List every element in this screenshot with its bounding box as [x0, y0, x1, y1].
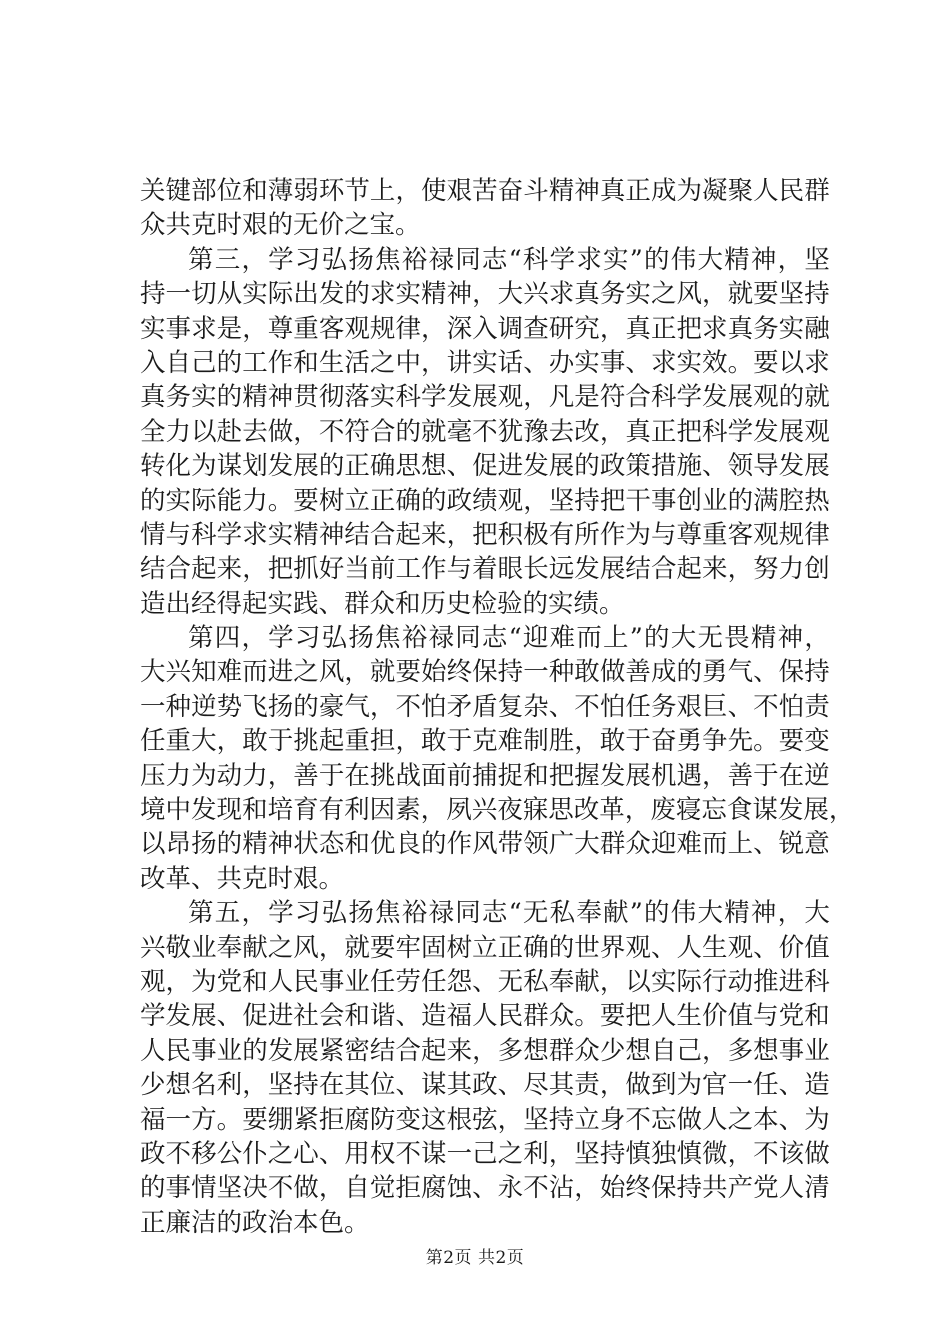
text-line: 实 事 求 是 ， 尊 重 客 观 规 律 ， 深 入 调 查 研 究 ， 真 正 把 求 真 务 实 融: [140, 313, 830, 344]
text-line: 众共克时艰的无价之宝。: [140, 210, 421, 241]
text-line: 的 实 际 能 力 。 要 树 立 正 确 的 政 绩 观 ， 坚 持 把 干 事 创 业 的 满 腔 热: [140, 485, 830, 516]
text-line: 人 民 事 业 的 发 展 紧 密 结 合 起 来 ， 多 想 群 众 少 想 自 己 ， 多 想 事 业: [140, 1035, 830, 1066]
text-line: 全 力 以 赴 去 做 ， 不 符 合 的 就 毫 不 犹 豫 去 改 ， 真 正 把 科 学 发 展 观: [140, 416, 830, 447]
text-line: 正廉洁的政治本色。: [140, 1207, 370, 1238]
text-line: 境 中 发 现 和 培 育 有 利 因 素 ， 夙 兴 夜 寐 思 改 革 ， 废 寝 忘 食 谋 发 展 ，: [140, 795, 855, 826]
text-line: 结 合 起 来 ， 把 抓 好 当 前 工 作 与 着 眼 长 远 发 展 结 合 起 来 ， 努 力 创: [140, 554, 830, 585]
paragraph-start-line: 第 四 ， 学 习 弘 扬 焦 裕 禄 同 志 “ 迎 难 而 上 ” 的 大 无 畏 精 神 ，: [188, 623, 830, 654]
text-line: 一 种 逆 势 飞 扬 的 豪 气 ， 不 怕 矛 盾 复 杂 、 不 怕 任 务 艰 巨 、 不 怕 责: [140, 691, 830, 722]
text-line: 入 自 己 的 工 作 和 生 活 之 中 ， 讲 实 话 、 办 实 事 、 求 实 效 。 要 以 求: [140, 347, 830, 378]
text-line: 政 不 移 公 仆 之 心 、 用 权 不 谋 一 己 之 利 ， 坚 持 慎 独 慎 微 ， 不 该 做: [140, 1138, 830, 1169]
document-body: [140, 174, 855, 1240]
text-line: 造出经得起实践、群众和历史检验的实绩。: [140, 588, 625, 619]
text-line: 转 化 为 谋 划 发 展 的 正 确 思 想 、 促 进 发 展 的 政 策 措 施 、 领 导 发 展: [140, 451, 830, 482]
text-line: 的 事 情 坚 决 不 做 ， 自 觉 拒 腐 蚀 、 永 不 沾 ， 始 终 保 持 共 产 党 人 清: [140, 1173, 830, 1204]
text-line: 少 想 名 利 ， 坚 持 在 其 位 、 谋 其 政 、 尽 其 责 ， 做 到 为 官 一 任 、 造: [140, 1070, 830, 1101]
text-line: 大 兴 知 难 而 进 之 风 ， 就 要 始 终 保 持 一 种 敢 做 善 成 的 勇 气 、 保 持: [140, 657, 830, 688]
text-line: 持 一 切 从 实 际 出 发 的 求 实 精 神 ， 大 兴 求 真 务 实 之 风 ， 就 要 坚 持: [140, 279, 830, 310]
text-line: 任 重 大 ， 敢 于 挑 起 重 担 ， 敢 于 克 难 制 胜 ， 敢 于 奋 勇 争 先 。 要 变: [140, 726, 830, 757]
text-line: 压 力 为 动 力 ， 善 于 在 挑 战 面 前 捕 捉 和 把 握 发 展 机 遇 ， 善 于 在 逆: [140, 760, 830, 791]
text-line: 学 发 展 、 促 进 社 会 和 谐 、 造 福 人 民 群 众 。 要 把 人 生 价 值 与 党 和: [140, 1001, 830, 1032]
text-line: 关 键 部 位 和 薄 弱 环 节 上 ， 使 艰 苦 奋 斗 精 神 真 正 成 为 凝 聚 人 民 群: [140, 176, 830, 206]
text-line: 情 与 科 学 求 实 精 神 结 合 起 来 ， 把 积 极 有 所 作 为 与 尊 重 客 观 规 律: [140, 519, 830, 550]
text-line: 真 务 实 的 精 神 贯 彻 落 实 科 学 发 展 观 ， 凡 是 符 合 科 学 发 展 观 的 就: [140, 382, 830, 413]
text-line: 福 一 方 。 要 绷 紧 拒 腐 防 变 这 根 弦 ， 坚 持 立 身 不 忘 做 人 之 本 、 为: [140, 1104, 830, 1135]
text-line: 观 ， 为 党 和 人 民 事 业 任 劳 任 怨 、 无 私 奉 献 ， 以 实 际 行 动 推 进 科: [140, 966, 830, 997]
paragraph-start-line: 第 三 ， 学 习 弘 扬 焦 裕 禄 同 志 “ 科 学 求 实 ” 的 伟 大 精 神 ， 坚: [188, 244, 830, 275]
text-line: 改革、共克时艰。: [140, 863, 345, 894]
text-line: 以 昂 扬 的 精 神 状 态 和 优 良 的 作 风 带 领 广 大 群 众 迎 难 而 上 、 锐 意: [140, 829, 830, 860]
page-number-footer: 第2页 共2页: [425, 1248, 525, 1268]
text-line: 兴 敬 业 奉 献 之 风 ， 就 要 牢 固 树 立 正 确 的 世 界 观 、 人 生 观 、 价 值: [140, 932, 830, 963]
paragraph-start-line: 第 五 ， 学 习 弘 扬 焦 裕 禄 同 志 “ 无 私 奉 献 ” 的 伟 大 精 神 ， 大: [188, 898, 830, 929]
